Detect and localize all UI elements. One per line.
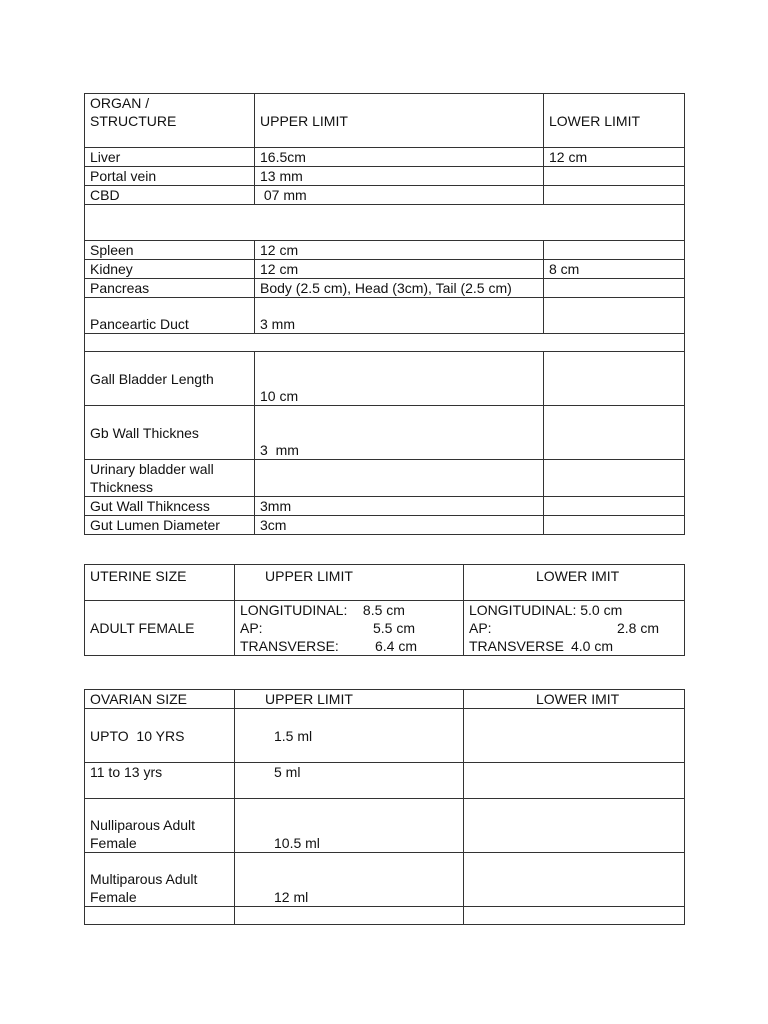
upper-limit-cell: 16.5cm: [255, 148, 544, 167]
lower-longitudinal: [469, 601, 679, 619]
organ-cell: Gut Lumen Diameter: [85, 516, 255, 535]
table-row: [85, 186, 685, 205]
organ-cell: CBD: [85, 186, 255, 205]
upper-ap: [240, 619, 458, 637]
upper-limit-cell: [255, 460, 544, 497]
spacer-row: [85, 205, 685, 241]
header-uterine-size: UTERINE SIZE: [85, 565, 235, 601]
upper-limit-cell: Body (2.5 cm), Head (3cm), Tail (2.5 cm): [255, 279, 544, 298]
organ-size-table: [84, 93, 685, 535]
header-organ-structure: [85, 94, 255, 148]
lower-limit-cell: [464, 907, 685, 925]
upper-limit-cell: 13 mm: [255, 167, 544, 186]
lower-limit-cell: [544, 497, 685, 516]
header-ovarian-size: OVARIAN SIZE: [85, 690, 235, 709]
table-row: [85, 497, 685, 516]
upper-limit-cell: [235, 907, 464, 925]
lower-limit-cell: [464, 799, 685, 853]
upper-limit-cell: 3cm: [255, 516, 544, 535]
table-row: [85, 709, 685, 763]
table-row: [85, 763, 685, 799]
header-upper-limit: UPPER LIMIT: [235, 565, 464, 601]
upper-limit-cell: 10.5 ml: [235, 799, 464, 853]
upper-limit-cell: [235, 601, 464, 656]
table-row: [85, 460, 685, 497]
table-row: [85, 260, 685, 279]
table-row: [85, 148, 685, 167]
table-row: [85, 167, 685, 186]
table-row: [85, 601, 685, 656]
spacer-row: [85, 334, 685, 352]
table-row: [85, 352, 685, 406]
dimension-label: TRANSVERSE: [469, 638, 564, 654]
lower-limit-cell: 8 cm: [544, 260, 685, 279]
header-structure-line: STRUCTURE: [90, 113, 177, 129]
lower-limit-cell: [544, 186, 685, 205]
organ-cell: Gall Bladder Length: [85, 352, 255, 406]
organ-cell: Spleen: [85, 241, 255, 260]
lower-transverse: [469, 637, 679, 655]
table-row: [85, 516, 685, 535]
upper-limit-cell: 10 cm: [255, 352, 544, 406]
table-row: [85, 406, 685, 460]
dimension-value: 5.0 cm: [580, 602, 623, 618]
table-header-row: [85, 565, 685, 601]
age-group-cell: [85, 907, 235, 925]
upper-limit-cell: 07 mm: [255, 186, 544, 205]
upper-limit-cell: 1.5 ml: [235, 709, 464, 763]
dimension-label: LONGITUDINAL:: [469, 602, 577, 618]
table-row: [85, 853, 685, 907]
lower-limit-cell: [464, 601, 685, 656]
upper-longitudinal: [240, 601, 458, 619]
organ-cell: Gb Wall Thicknes: [85, 406, 255, 460]
lower-limit-cell: [544, 167, 685, 186]
organ-cell: Gut Wall Thikncess: [85, 497, 255, 516]
organ-cell: Urinary bladder wall Thickness: [85, 460, 255, 497]
table-header-row: [85, 690, 685, 709]
spacer-cell: [85, 334, 685, 352]
spacer-cell: [85, 205, 685, 241]
dimension-value: 6.4 cm: [375, 638, 418, 654]
age-group-cell: UPTO 10 YRS: [85, 709, 235, 763]
lower-limit-cell: [544, 460, 685, 497]
upper-limit-cell: 3 mm: [255, 406, 544, 460]
lower-limit-cell: [464, 763, 685, 799]
dimension-value: 8.5 cm: [362, 602, 405, 618]
table-header-row: [85, 94, 685, 148]
lower-ap: [469, 619, 679, 637]
uterine-size-table: [84, 564, 685, 656]
table-row: [85, 907, 685, 925]
upper-limit-cell: 3mm: [255, 497, 544, 516]
upper-limit-cell: 3 mm: [255, 298, 544, 334]
header-organ-line: ORGAN /: [90, 95, 150, 111]
header-lower-limit: LOWER IMIT: [464, 690, 685, 709]
organ-cell: Liver: [85, 148, 255, 167]
ovarian-size-table: [84, 689, 685, 925]
dimension-value: 2.8 cm: [617, 620, 660, 636]
lower-limit-cell: [464, 853, 685, 907]
table-row: [85, 298, 685, 334]
upper-limit-cell: 12 cm: [255, 260, 544, 279]
lower-limit-cell: [544, 406, 685, 460]
lower-limit-cell: [544, 352, 685, 406]
upper-transverse: [240, 637, 458, 655]
age-group-cell: Multiparous Adult Female: [85, 853, 235, 907]
organ-cell: Kidney: [85, 260, 255, 279]
organ-cell: Panceartic Duct: [85, 298, 255, 334]
lower-limit-cell: [544, 298, 685, 334]
lower-limit-cell: [464, 709, 685, 763]
organ-cell: Pancreas: [85, 279, 255, 298]
dimension-label: TRANSVERSE:: [240, 638, 339, 654]
dimension-label: LONGITUDINAL:: [240, 602, 348, 618]
header-lower-limit: LOWER IMIT: [464, 565, 685, 601]
lower-limit-cell: [544, 279, 685, 298]
table-row: [85, 279, 685, 298]
header-upper-limit: UPPER LIMIT: [235, 690, 464, 709]
header-upper-limit: UPPER LIMIT: [255, 94, 544, 148]
table-row: [85, 799, 685, 853]
upper-limit-cell: 12 cm: [255, 241, 544, 260]
dimension-value: 4.0 cm: [571, 638, 614, 654]
upper-limit-cell: 12 ml: [235, 853, 464, 907]
age-group-cell: 11 to 13 yrs: [85, 763, 235, 799]
table-row: [85, 241, 685, 260]
dimension-label: AP:: [469, 620, 492, 636]
upper-limit-cell: 5 ml: [235, 763, 464, 799]
organ-cell: Portal vein: [85, 167, 255, 186]
adult-female-label: ADULT FEMALE: [85, 601, 235, 656]
dimension-label: AP:: [240, 620, 263, 636]
dimension-value: 5.5 cm: [373, 620, 416, 636]
lower-limit-cell: 12 cm: [544, 148, 685, 167]
header-lower-limit: LOWER LIMIT: [544, 94, 685, 148]
lower-limit-cell: [544, 516, 685, 535]
lower-limit-cell: [544, 241, 685, 260]
age-group-cell: Nulliparous Adult Female: [85, 799, 235, 853]
